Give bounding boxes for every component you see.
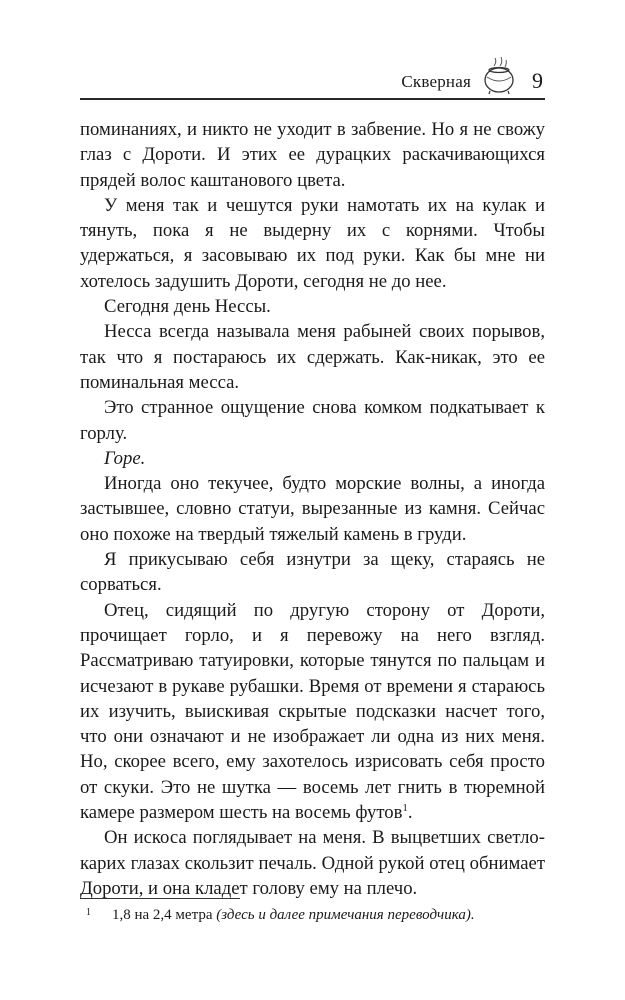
paragraph-text: Отец, сидящий по другую сторону от Дороти, прочищает горло, и я перевожу на него взгляд. Рассматриваю татуировки, которые тянутся по пальцам и исчезают в рукаве рубашки. Время от времени я стараюсь их изучить, выискивая скрытые подсказки насчет того, что они означают и не изображает ли одна из них меня. Но, скорее всего, ему захотелось изрисовать себя просто от скуки. Это не шутка — восемь лет гнить в тюремной камере размером шесть на восемь футов xyxy=(80,599,545,824)
footnote-translator-note: (здесь и далее примечания переводчика). xyxy=(216,907,475,923)
paragraph: Это странное ощущение снова комком подкатывает к горлу. xyxy=(80,397,545,444)
paragraph-emphasis: Горе. xyxy=(104,447,146,469)
paragraph-with-footnote xyxy=(80,598,545,826)
cauldron-icon xyxy=(481,55,517,95)
header-rule xyxy=(80,98,545,100)
page-number: 9 xyxy=(532,68,543,93)
paragraph: Сегодня день Нессы. xyxy=(104,296,271,318)
paragraph: Я прикусываю себя изнутри за щеку, стараясь не сорваться. xyxy=(80,549,545,596)
footnote xyxy=(80,905,545,925)
chapter-title: Скверная xyxy=(401,72,471,91)
sentence-period: . xyxy=(407,802,413,824)
paragraph: Иногда оно текучее, будто морские волны, а иногда застывшее, словно статуи, вырезанные из камня. Сейчас оно похоже на твердый тяжелый камень в груди. xyxy=(80,473,545,545)
paragraph: поминаниях, и никто не уходит в забвение. Но я не свожу глаз с Дороти. И этих ее дурацких раскачивающихся прядей волос каштанового цвета. xyxy=(80,119,545,191)
paragraph: У меня так и чешутся руки намотать их на кулак и тянуть, пока я не выдерну их с корнями. Чтобы удержаться, я засовываю их под руки. Как бы мне ни хотелось задушить Дороти, сегодня не до нее. xyxy=(80,194,545,292)
footnote-marker: 1 xyxy=(86,907,91,918)
footnote-text: 1,8 на 2,4 метра xyxy=(112,907,213,923)
body-text xyxy=(80,117,545,901)
footnote-rule xyxy=(80,898,240,899)
paragraph: Он искоса поглядывает на меня. В выцветших светло-карих глазах скользит печаль. Одной рукой отец обнимает Дороти, и она кладет голову ему на плечо. xyxy=(80,827,545,899)
footnote-reference[interactable]: 1 xyxy=(402,801,408,814)
paragraph: Несса всегда называла меня рабыней своих порывов, так что я постараюсь их сдержать. Как-никак, это ее поминальная месса. xyxy=(80,321,545,393)
running-header xyxy=(80,55,545,95)
